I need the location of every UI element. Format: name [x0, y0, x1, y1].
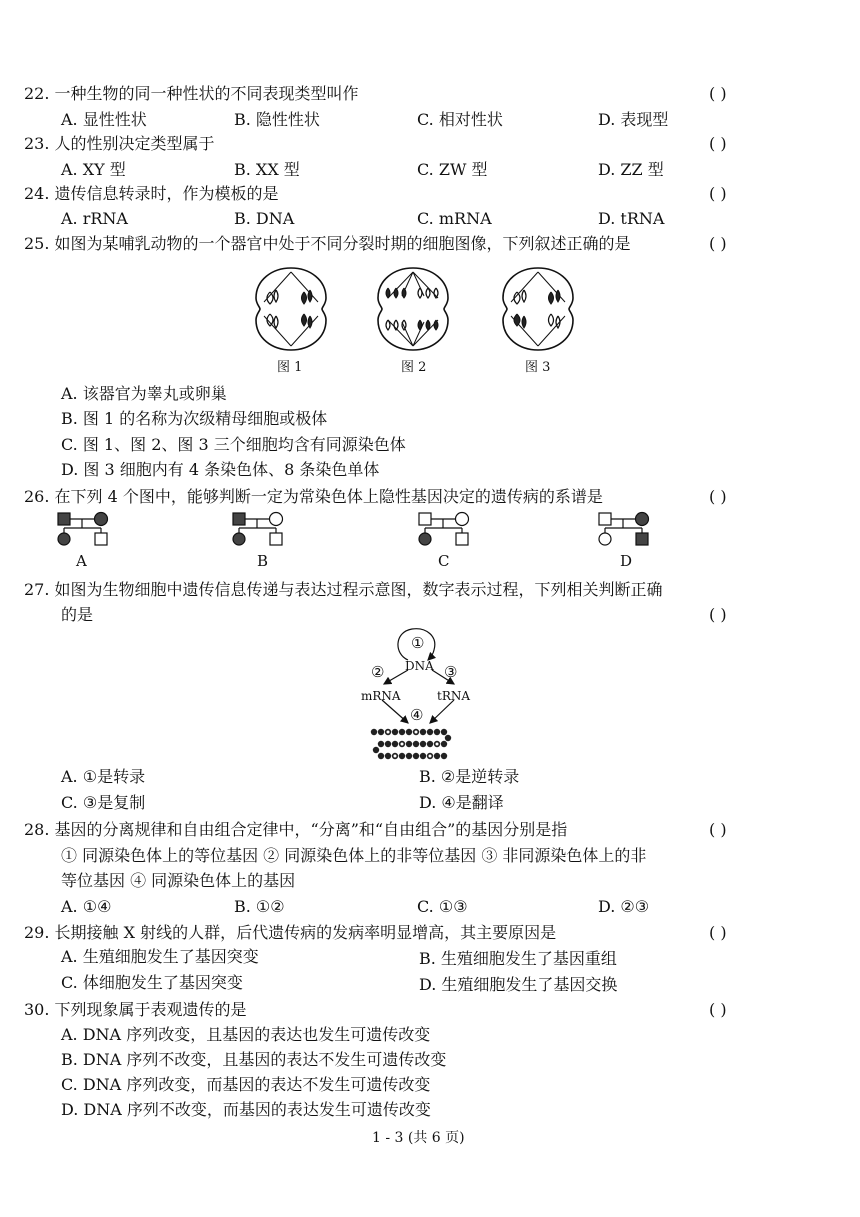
q23-option-d: D. ZZ 型: [598, 160, 664, 179]
q27-option-c: C. ③是复制: [61, 793, 146, 812]
q25-answer-paren: ( ): [709, 234, 727, 253]
q29-option-c: C. 体细胞发生了基因突变: [61, 973, 243, 992]
q25-option-a: A. 该器官为睾丸或卵巢: [61, 384, 227, 403]
trna-label: tRNA: [437, 689, 471, 703]
q24-option-d: D. tRNA: [598, 209, 665, 228]
q25-option-c: C. 图 1、图 2、图 3 三个细胞均含有同源染色体: [61, 435, 406, 454]
q28-statement-line-2: 等位基因 ④ 同源染色体上的基因: [61, 871, 296, 890]
pedigree-b-label: B: [257, 552, 269, 570]
q30-option-d: D. DNA 序列不改变，而基因的表达发生可遗传改变: [61, 1100, 431, 1119]
q24-option-c: C. mRNA: [417, 209, 492, 228]
q30-option-b: B. DNA 序列不改变，且基因的表达不发生可遗传改变: [61, 1050, 447, 1069]
q26-answer-paren: ( ): [709, 487, 727, 506]
q25-stem: 25. 如图为某哺乳动物的一个器官中处于不同分裂时期的细胞图像，下列叙述正确的是: [24, 234, 631, 253]
q28-statement-line-1: ① 同源染色体上的等位基因 ② 同源染色体上的非等位基因 ③ 非同源染色体上的非: [61, 846, 647, 865]
q28-stem: 28. 基因的分离规律和自由组合定律中，“分离”和“自由组合”的基因分别是指: [24, 820, 568, 839]
pedigree-a-label: A: [76, 552, 87, 570]
q27-option-a: A. ①是转录: [61, 767, 146, 786]
pedigree-b: [232, 511, 288, 547]
q27-option-d: D. ④是翻译: [419, 793, 504, 812]
pedigree-c: [418, 511, 474, 547]
q23-option-b: B. XX 型: [234, 160, 300, 179]
q30-answer-paren: ( ): [709, 1000, 727, 1019]
q29-option-b: B. 生殖细胞发生了基因重组: [419, 949, 617, 968]
q22-stem: 22. 一种生物的同一种性状的不同表现类型叫作: [24, 84, 359, 103]
q24-option-b: B. DNA: [234, 209, 295, 228]
q25-option-d: D. 图 3 细胞内有 4 条染色体、8 条染色单体: [61, 460, 380, 479]
q23-answer-paren: ( ): [709, 134, 727, 153]
q28-option-b: B. ①②: [234, 897, 285, 916]
q30-option-a: A. DNA 序列改变，且基因的表达也发生可遗传改变: [61, 1025, 431, 1044]
q24-stem: 24. 遗传信息转录时，作为模板的是: [24, 184, 279, 203]
q27-option-b: B. ②是逆转录: [419, 767, 520, 786]
pedigree-c-label: C: [438, 552, 450, 570]
cell-division-figure-3: [497, 262, 579, 356]
pedigree-d-label: D: [620, 552, 633, 570]
q27-stem: 27. 如图为生物细胞中遗传信息传递与表达过程示意图，数字表示过程，下列相关判断正确: [24, 580, 663, 599]
q30-stem: 30. 下列现象属于表观遗传的是: [24, 1000, 247, 1019]
q24-answer-paren: ( ): [709, 184, 727, 203]
q28-answer-paren: ( ): [709, 820, 727, 839]
q27-stem-continued: 的是: [61, 605, 94, 624]
pedigree-a: [57, 511, 113, 547]
figure-1-caption: 图 1: [277, 360, 303, 375]
process-2-label: ②: [371, 663, 385, 681]
q28-option-d: D. ②③: [598, 897, 650, 916]
q22-option-c: C. 相对性状: [417, 110, 503, 129]
process-3-label: ③: [444, 663, 458, 681]
figure-3-caption: 图 3: [525, 360, 551, 375]
q27-answer-paren: ( ): [709, 605, 727, 624]
cell-division-figure-2: [372, 262, 454, 356]
mrna-label: mRNA: [361, 689, 401, 703]
pedigree-d: [598, 511, 654, 547]
dna-label: DNA: [405, 659, 434, 673]
q22-answer-paren: ( ): [709, 84, 727, 103]
q29-option-d: D. 生殖细胞发生了基因交换: [419, 975, 618, 994]
q28-option-a: A. ①④: [61, 897, 112, 916]
q29-stem: 29. 长期接触 X 射线的人群，后代遗传病的发病率明显增高，其主要原因是: [24, 923, 557, 942]
q29-answer-paren: ( ): [709, 923, 727, 942]
q26-stem: 26. 在下列 4 个图中，能够判断一定为常染色体上隐性基因决定的遗传病的系谱是: [24, 487, 603, 506]
q24-option-a: A. rRNA: [61, 209, 128, 228]
q22-option-d: D. 表现型: [598, 110, 669, 129]
q30-option-c: C. DNA 序列改变，而基因的表达不发生可遗传改变: [61, 1075, 431, 1094]
page-number: 1 - 3 (共 6 页): [372, 1130, 465, 1146]
q25-option-b: B. 图 1 的名称为次级精母细胞或极体: [61, 409, 328, 428]
q23-option-a: A. XY 型: [61, 160, 126, 179]
q22-option-b: B. 隐性性状: [234, 110, 320, 129]
q29-option-a: A. 生殖细胞发生了基因突变: [61, 947, 259, 966]
q23-stem: 23. 人的性别决定类型属于: [24, 134, 215, 153]
process-4-label: ④: [410, 706, 424, 724]
q28-option-c: C. ①③: [417, 897, 468, 916]
figure-2-caption: 图 2: [401, 360, 427, 375]
q22-option-a: A. 显性性状: [61, 110, 147, 129]
cell-division-figure-1: [250, 262, 332, 356]
process-1-label: ①: [411, 634, 425, 652]
q23-option-c: C. ZW 型: [417, 160, 488, 179]
